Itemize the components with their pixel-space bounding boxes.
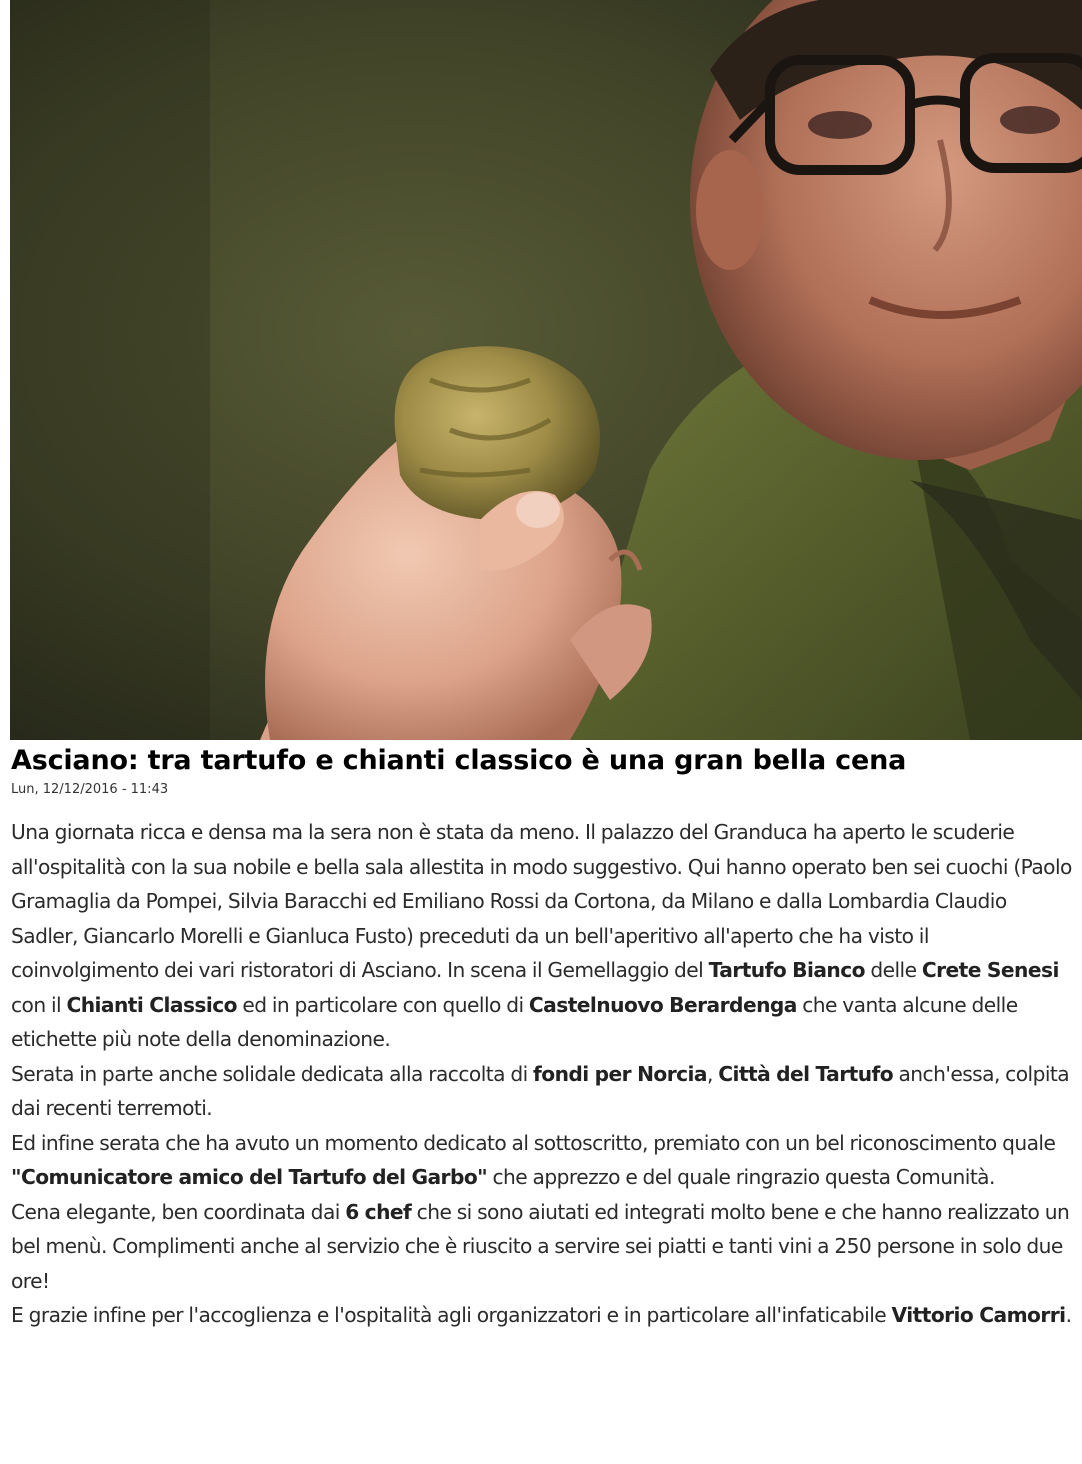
bold-text: Tartufo Bianco [708,958,865,982]
paragraph [11,1126,1073,1195]
text-run: ed in particolare con quello di [237,992,529,1017]
bold-text: Crete Senesi [921,958,1059,982]
bold-text: "Comunicatore amico del Tartufo del Garbo" [11,1165,488,1189]
article-body [11,815,1073,1333]
text-run: Cena elegante, ben coordinata dai [11,1199,346,1224]
paragraph [11,1195,1073,1299]
paragraph [11,1057,1073,1126]
text-run: con il [11,992,67,1017]
paragraph [11,815,1073,1057]
bold-text: Castelnuovo Berardenga [528,992,797,1017]
text-run: delle [865,958,922,982]
article-date: Lun, 12/12/2016 - 11:43 [11,782,169,797]
text-run: che vanta alcune delle etichette più note della denominazione. [11,992,1018,1051]
bold-text: Città del Tartufo [718,1061,894,1086]
bold-text: fondi per Norcia [533,1061,707,1086]
text-run: Ed infine serata che ha avuto un momento dedicato al sottoscritto, premiato con un bel riconoscimento quale [11,1130,1056,1155]
text-run: , [707,1061,719,1086]
text-run: Una giornata ricca e densa ma la sera non è stata da meno. Il palazzo del Granduca ha aperto le scuderie all'ospitalità con la sua nobile e bella sala allestita in modo suggestivo. Qui hanno operato ben sei cuochi (Paolo Gramaglia da Pompei, Silvia Baracchi ed Emiliano Rossi da Cortona, da Milano e dalla Lombardia Claudio Sadler, Giancarlo Morelli e Gianluca Fusto) preceduti da un bell'aperitivo all'aperto che ha visto il coinvolgimento dei vari ristoratori di Asciano. In scena il Gemellaggio del [11,820,1072,982]
bold-text: Vittorio Camorri [891,1303,1066,1327]
text-run: che apprezzo e del quale ringrazio questa Comunità. [487,1165,995,1189]
text-run: E grazie infine per l'accoglienza e l'ospitalità agli organizzatori e in particolare all'infaticabile [11,1303,892,1327]
hero-photo [10,0,1082,740]
bold-text: 6 chef [345,1199,412,1224]
article-title: Asciano: tra tartufo e chianti classico è una gran bella cena [11,745,907,776]
paragraph [11,1298,1073,1333]
text-run: anch'essa, colpita dai recenti terremoti. [11,1061,1070,1120]
bold-text: Chianti Classico [66,992,237,1017]
text-run: . [1065,1303,1072,1327]
text-run: che si sono aiutati ed integrati molto bene e che hanno realizzato un bel menù. Complimenti anche al servizio che è riuscito a servire sei piatti e tanti vini a 250 persone in solo due ore! [11,1199,1070,1293]
truffle-photo-illustration [10,0,1082,740]
text-run: Serata in parte anche solidale dedicata alla raccolta di [11,1061,534,1086]
